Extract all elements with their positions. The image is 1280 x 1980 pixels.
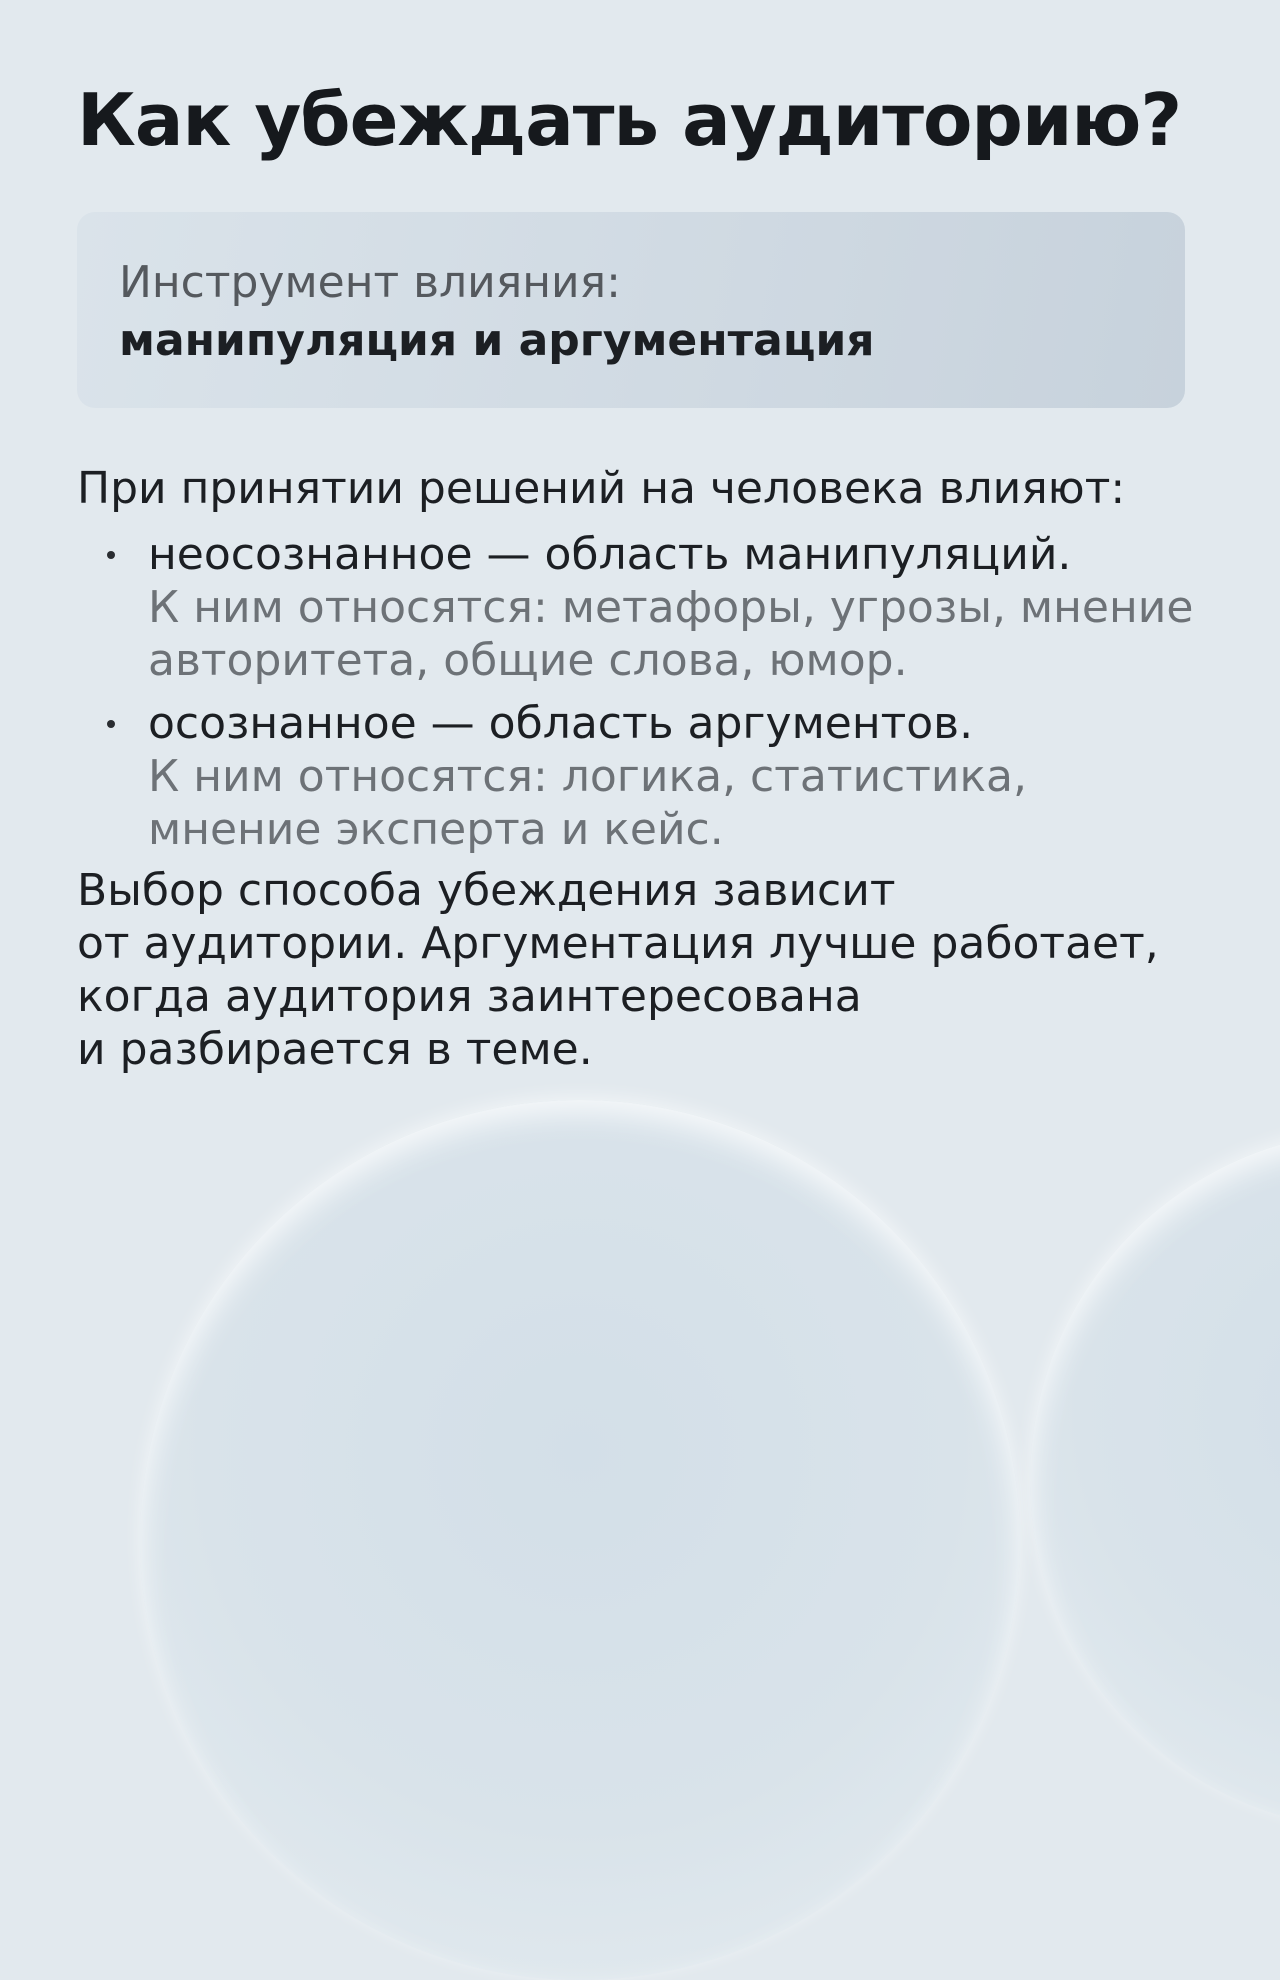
- bullet-1-sub-line-1: К ним относятся: метафоры, угрозы, мнение: [148, 582, 1194, 633]
- card-label: Инструмент влияния:: [119, 257, 621, 308]
- card-heading: манипуляция и аргументация: [119, 315, 875, 366]
- tool-card: [77, 212, 1185, 408]
- bullet-2-main: осознанное — область аргументов.: [148, 698, 974, 749]
- outro-line-4: и разбирается в теме.: [77, 1024, 593, 1075]
- page-title: Как убеждать аудиторию?: [77, 78, 1182, 162]
- bullet-2-sub-line-2: мнение эксперта и кейс.: [148, 804, 724, 855]
- bullet-dot-icon: [107, 720, 115, 728]
- outro-line-3: когда аудитория заинтересована: [77, 971, 862, 1022]
- outro-line-2: от аудитории. Аргументация лучше работает,: [77, 918, 1159, 969]
- outro-line-1: Выбор способа убеждения зависит: [77, 865, 896, 916]
- bullet-1-sub-line-2: авторитета, общие слова, юмор.: [148, 635, 908, 686]
- bullet-1-main: неосознанное — область манипуляций.: [148, 529, 1072, 580]
- intro-text: При принятии решений на человека влияют:: [77, 463, 1126, 514]
- bullet-dot-icon: [107, 551, 115, 559]
- bullet-2-sub-line-1: К ним относятся: логика, статистика,: [148, 751, 1027, 802]
